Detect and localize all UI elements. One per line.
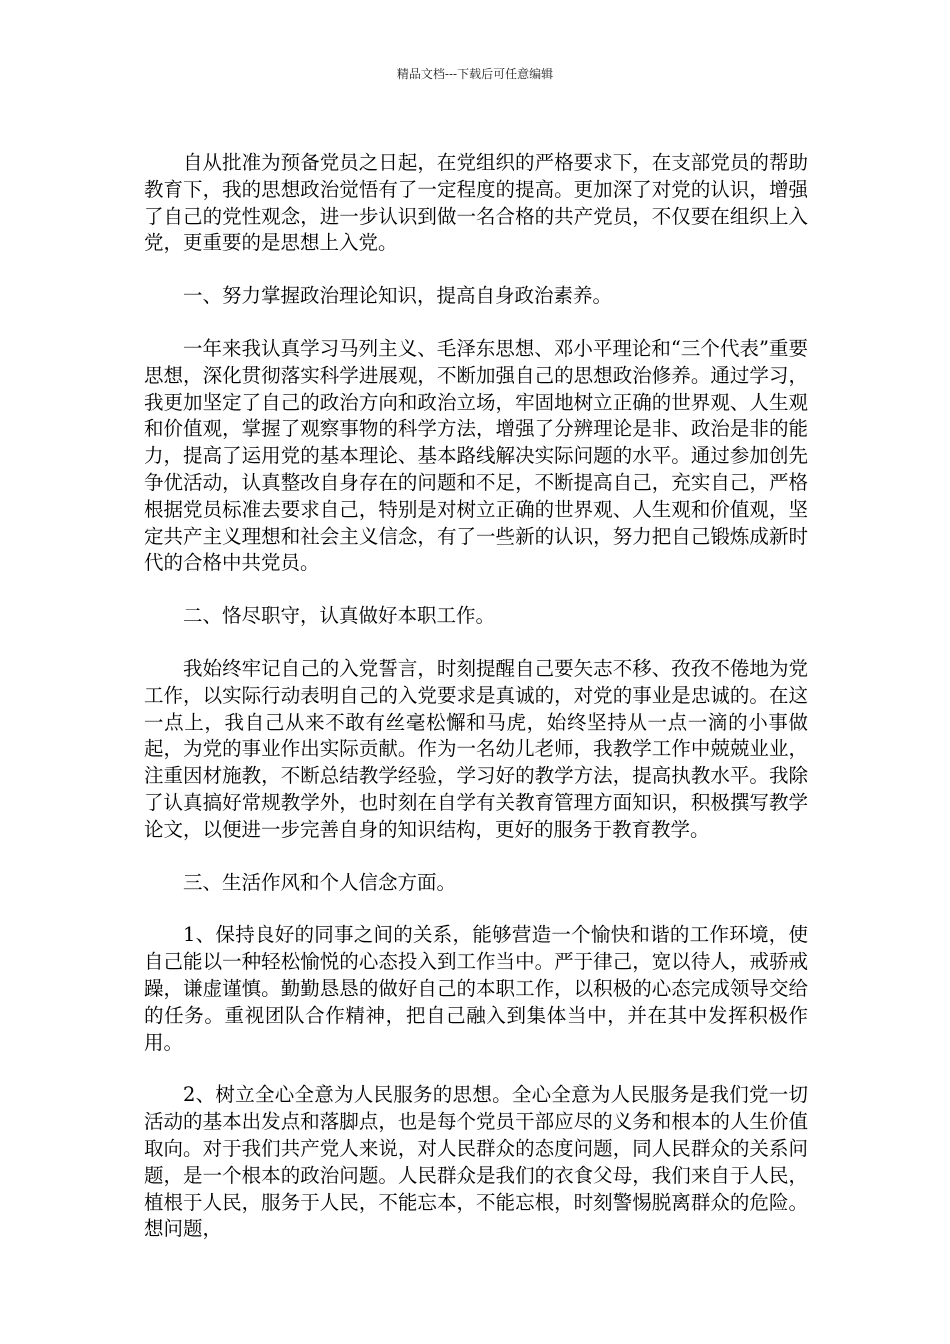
paragraph-intro: 自从批准为预备党员之日起，在党组织的严格要求下，在支部党员的帮助教育下，我的思想政治觉悟有了一定程度的提高。更加深了对党的认识，增强了自己的党性观念，进一步认识到做一名合格的共产党员，不仅要在组织上入党，更重要的是思想上入党。 <box>144 151 808 255</box>
paragraph-item-2: 2、树立全心全意为人民服务的思想。全心全意为人民服务是我们党一切活动的基本出发点和落脚点，也是每个党员干部应尽的义务和根本的人生价值取向。对于我们共产党人来说，对人民群众的态度问题，同人民群众的关系问题，是一个根本的政治问题。人民群众是我们的衣食父母，我们来自于人民，植根于人民，服务于人民，不能忘本，不能忘根，时刻警惕脱离群众的危险。想问题， <box>144 1083 808 1241</box>
document-body <box>144 150 808 1269</box>
paragraph-section-1: 一年来我认真学习马列主义、毛泽东思想、邓小平理论和“三个代表”重要思想，深化贯彻落实科学进展观，不断加强自己的思想政治修养。通过学习，我更加坚定了自己的政治方向和政治立场，牢固地树立正确的世界观、人生观和价值观，掌握了观察事物的科学方法，增强了分辨理论是非、政治是非的能力，提高了运用党的基本理论、基本路线解决实际问题的水平。通过参加创先争优活动，认真整改自身存在的问题和不足，不断提高自己，充实自己，严格根据党员标准去要求自己，特别是对树立正确的世界观、人生观和价值观，坚定共产主义理想和社会主义信念，有了一些新的认识，努力把自己锻炼成新时代的合格中共党员。 <box>144 336 808 575</box>
paragraph-item-1: 1、保持良好的同事之间的关系，能够营造一个愉快和谐的工作环境，使自己能以一种轻松愉悦的心态投入到工作当中。严于律己，宽以待人，戒骄戒躁，谦虚谨慎。勤勤恳恳的做好自己的本职工作，以积极的心态完成领导交给的任务。重视团队合作精神，把自己融入到集体当中，并在其中发挥积极作用。 <box>144 923 808 1054</box>
header-note: 精品文档---下载后可任意编辑 <box>396 67 554 81</box>
section-heading-3: 三、生活作风和个人信念方面。 <box>183 870 457 894</box>
section-heading-2: 二、恪尽职守，认真做好本职工作。 <box>183 604 496 628</box>
section-heading-1: 一、努力掌握政治理论知识，提高自身政治素养。 <box>183 284 613 308</box>
paragraph-section-2: 我始终牢记自己的入党誓言，时刻提醒自己要矢志不移、孜孜不倦地为党工作，以实际行动表明自己的入党要求是真诚的，对党的事业是忠诚的。在这一点上，我自己从来不敢有丝毫松懈和马虎，始终坚持从一点一滴的小事做起，为党的事业作出实际贡献。作为一名幼儿老师，我教学工作中兢兢业业，注重因材施教，不断总结教学经验，学习好的教学方法，提高执教水平。我除了认真搞好常规教学外，也时刻在自学有关教育管理方面知识，积极撰写教学论文，以便进一步完善自身的知识结构，更好的服务于教育教学。 <box>144 656 808 841</box>
